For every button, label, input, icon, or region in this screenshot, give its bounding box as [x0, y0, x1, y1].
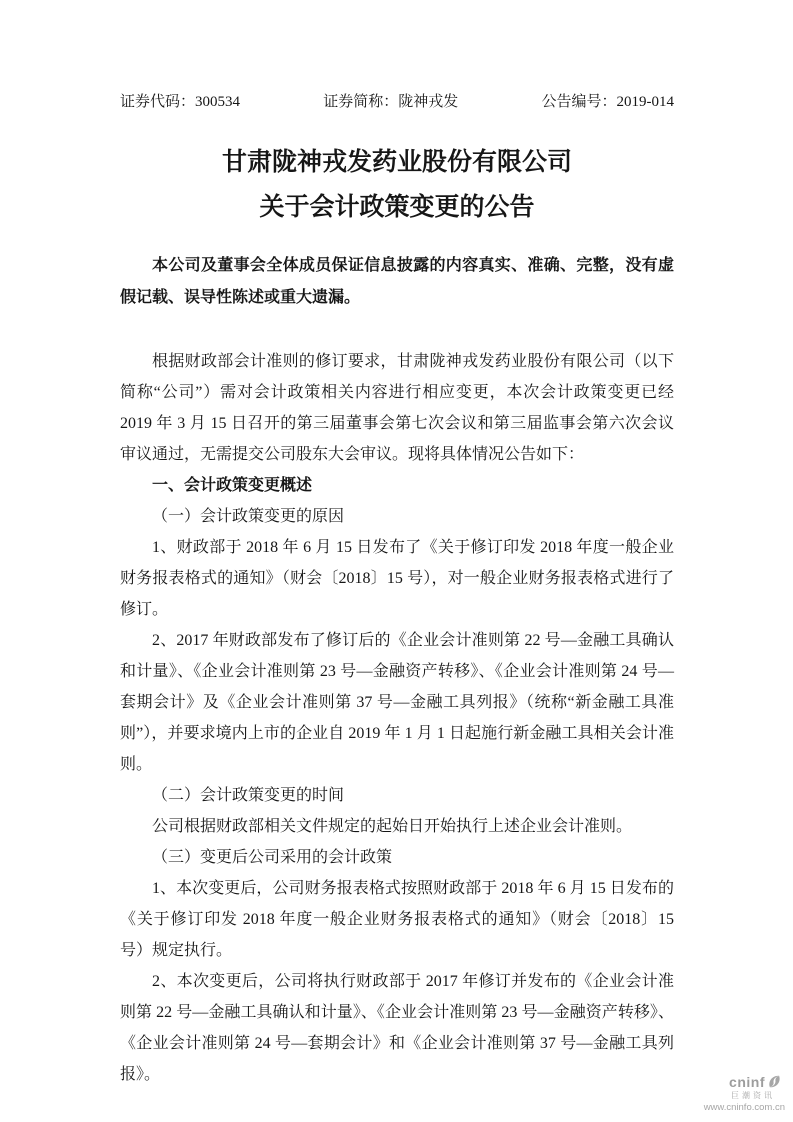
paragraph-policy-2: 2、本次变更后，公司将执行财政部于 2017 年修订并发布的《企业会计准则第 22 号—金融工具确认和计量》、《企业会计准则第 23 号—金融资产转移》、《企业会计准则第 24 号—套期会计》和《企业会计准则第 37 号—金融工具列报》。 [120, 973, 674, 1083]
cninfo-url: www.cninfo.com.cn [703, 1102, 785, 1113]
paragraph-policy-1: 1、本次变更后，公司财务报表格式按照财政部于 2018 年 6 月 15 日发布的《关于修订印发 2018 年度一般企业财务报表格式的通知》（财会〔2018〕15 号）规定执行。 [120, 880, 674, 959]
document-header [120, 92, 674, 112]
announcement-subject-title: 关于会计政策变更的公告 [259, 194, 535, 221]
board-statement: 本公司及董事会全体成员保证信息披露的内容真实、准确、完整，没有虚假记载、误导性陈述或重大遗漏。 [120, 257, 674, 306]
paragraph-time: 公司根据财政部相关文件规定的起始日开始执行上述企业会计准则。 [152, 818, 633, 835]
paragraph-intro: 根据财政部会计准则的修订要求，甘肃陇神戎发药业股份有限公司（以下简称“公司”）需对会计政策相关内容进行相应变更，本次会计政策变更已经 2019 年 3 月 15 日召开的第三届董事会第七次会议和第三届监事会第六次会议审议通过，无需提交公司股东大会审议。现将具体情况公告如下： [120, 353, 674, 463]
section-heading-overview: 一、会计政策变更概述 [152, 477, 313, 494]
stock-code: 证券代码：300534 [120, 94, 241, 110]
announcement-number: 公告编号：2019-014 [541, 94, 674, 110]
cninfo-chinese-name: 巨潮资讯 [731, 1091, 775, 1100]
document-body [120, 346, 674, 1090]
cninfo-watermark [685, 1073, 785, 1114]
paragraph-reason-1: 1、财政部于 2018 年 6 月 15 日发布了《关于修订印发 2018 年度一般企业财务报表格式的通知》（财会〔2018〕15 号），对一般企业财务报表格式进行了修订。 [120, 539, 674, 618]
stock-short-name: 证券简称：陇神戎发 [323, 94, 459, 110]
document-title [120, 148, 674, 223]
subsection-time-heading: （二）会计政策变更的时间 [152, 787, 345, 804]
cninfo-brand-text: cninf [729, 1073, 765, 1090]
subsection-reason-heading: （一）会计政策变更的原因 [152, 508, 345, 525]
paragraph-reason-2: 2、2017 年财政部发布了修订后的《企业会计准则第 22 号—金融工具确认和计量》、《企业会计准则第 23 号—金融资产转移》、《企业会计准则第 24 号—套期会计》及《企业会计准则第 37 号—金融工具列报》（统称“新金融工具准则”），并要求境内上市的企业自 2019 年 1 月 1 日起施行新金融工具相关会计准则。 [120, 632, 674, 773]
company-name-title: 甘肃陇神戎发药业股份有限公司 [221, 149, 572, 176]
subsection-policy-heading: （三）变更后公司采用的会计政策 [152, 849, 393, 866]
cninfo-swirl-icon [766, 1073, 783, 1090]
cninfo-brand-row [685, 1073, 785, 1090]
